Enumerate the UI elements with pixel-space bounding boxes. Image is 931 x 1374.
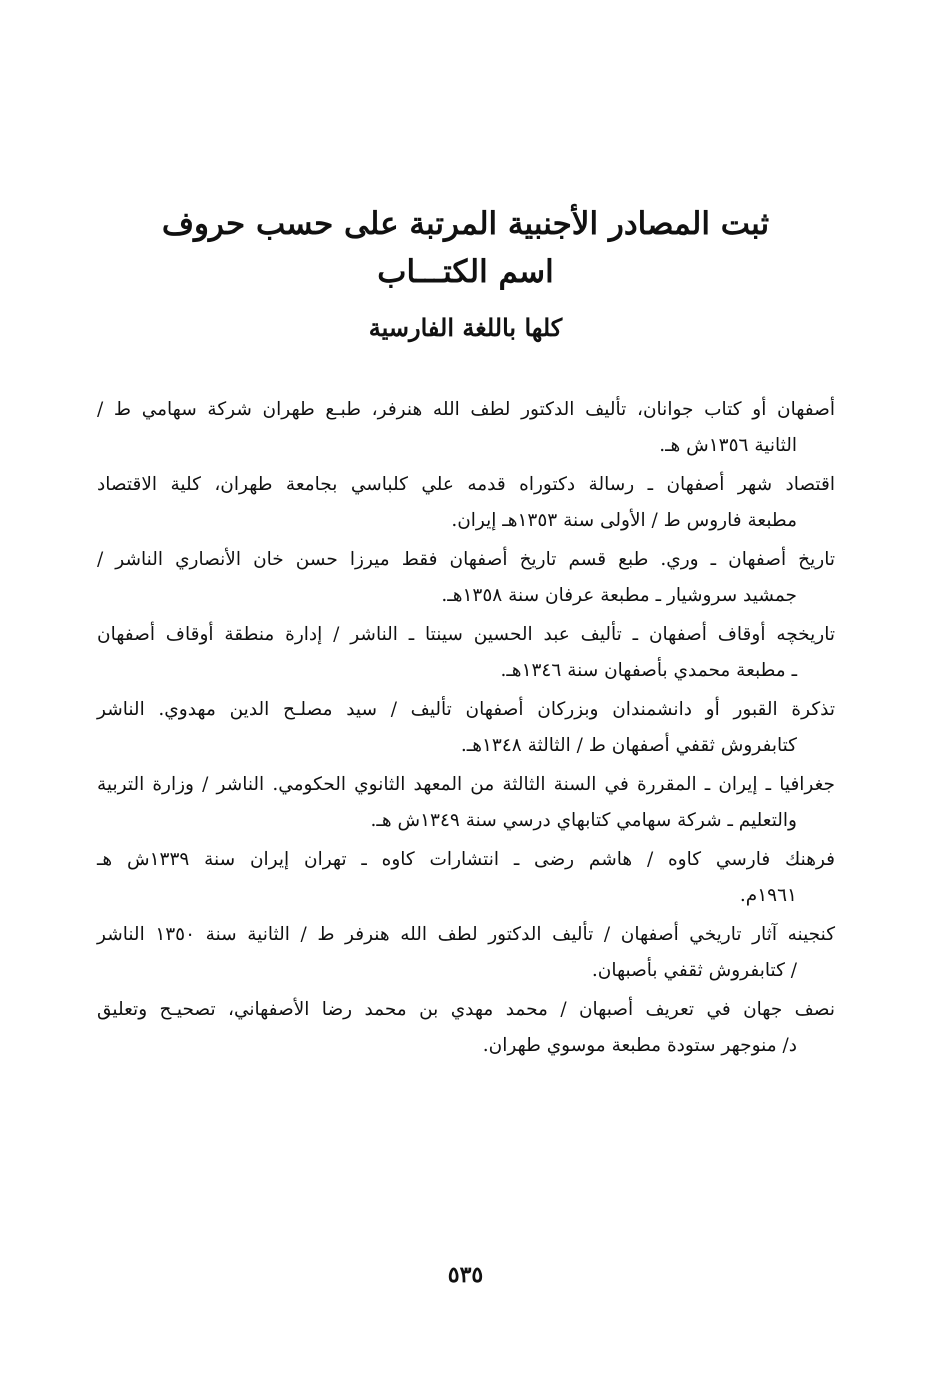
page-title-line-2: اسم الكتـــاب (377, 254, 554, 290)
bibliography-entry (97, 467, 835, 539)
bibliography-entry (97, 842, 835, 914)
entry-continuation-line: والتعليم ـ شركة سهامي كتابهاي درسي سنة ١٣٤٩ش هـ. (370, 810, 797, 831)
entry-first-line: نصف جهان في تعريف أصبهان / محمد مهدي بن محمد رضا الأصفهاني، تصحيـح وتعليق (97, 999, 835, 1020)
bibliography-entry (97, 542, 835, 614)
bibliography-list (97, 392, 835, 1067)
entry-first-line: اقتصاد شهر أصفهان ـ رسالة دكتوراه قدمه علي كلباسي بجامعة طهران، كلية الاقتصاد (97, 474, 835, 495)
entry-continuation-line: ـ مطبعة محمدي بأصفهان سنة ١٣٤٦هـ. (500, 660, 797, 681)
entry-continuation-line: مطبعة فاروس ط / الأولى سنة ١٣٥٣هـ إيران. (451, 510, 797, 531)
entry-first-line: تذكرة القبور أو دانشمندان وبزركان أصفهان تأليف / سيد مصلـح الدين مهدوي. الناشر (97, 699, 835, 720)
entry-first-line: تاريخچه أوقاف أصفهان ـ تأليف عبد الحسين سينتا ـ الناشر / إدارة منطقة أوقاف أصفهان (97, 624, 835, 645)
page-title-line-1: ثبت المصادر الأجنبية المرتبة على حسب حروف (161, 206, 770, 242)
entry-first-line: جغرافيا ـ إيران ـ المقررة في السنة الثالثة من المعهد الثانوي الحكومي. الناشر / وزارة التربية (97, 774, 835, 795)
page-subtitle: كلها باللغة الفارسية (368, 313, 563, 342)
bibliography-entry (97, 992, 835, 1064)
entry-continuation-line: د/ منوجهر ستودة مطبعة موسوي طهران. (482, 1035, 797, 1056)
entry-continuation-line: جمشيد سروشيار ـ مطبعة عرفان سنة ١٣٥٨هـ. (441, 585, 797, 606)
bibliography-entry (97, 767, 835, 839)
bibliography-entry (97, 692, 835, 764)
entry-continuation-line: كتابفروش ثقفي أصفهان ط / الثالثة ١٣٤٨هـ. (460, 735, 797, 756)
bibliography-entry (97, 917, 835, 989)
entry-first-line: فرهنك فارسي كاوه / هاشم رضى ـ انتشارات كاوه ـ تهران إيران سنة ١٣٣٩ش هـ (97, 849, 835, 870)
entry-continuation-line: ١٩٦١م. (739, 885, 797, 906)
entry-first-line: تاريخ أصفهان ـ وري. طبع قسم تاريخ أصفهان فقط ميرزا حسن خان الأنصاري الناشر / (97, 549, 835, 570)
entry-continuation-line: / كتابفروش ثقفي بأصبهان. (591, 960, 797, 981)
entry-first-line: كنجينه آثار تاريخي أصفهان / تأليف الدكتور لطف الله هنرفر ط / الثانية سنة ١٣٥٠ الناشر (97, 924, 835, 945)
title-block (0, 200, 931, 346)
entry-continuation-line: الثانية ١٣٥٦ش هـ. (659, 435, 797, 456)
bibliography-entry (97, 617, 835, 689)
bibliography-entry (97, 392, 835, 464)
page-number: ٥٣٥ (447, 1262, 484, 1288)
entry-first-line: أصفهان أو كتاب جوانان، تأليف الدكتور لطف الله هنرفر، طبـع طهران شركة سهامي ط / (97, 399, 835, 420)
